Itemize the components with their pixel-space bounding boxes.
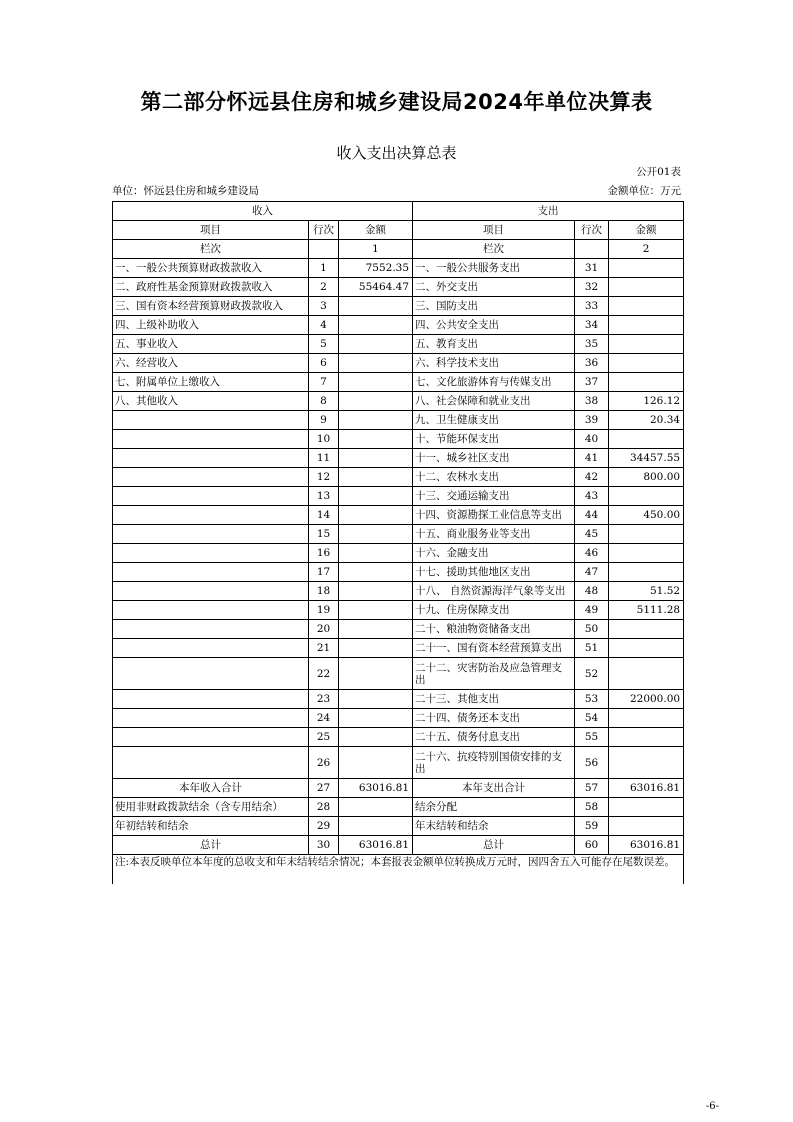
table-row bbox=[113, 430, 684, 449]
income-item-cell bbox=[113, 709, 309, 728]
income-amount-cell bbox=[339, 411, 413, 430]
table-row bbox=[113, 316, 684, 335]
income-amount-cell bbox=[339, 639, 413, 658]
table-row bbox=[113, 747, 684, 779]
income-line-cell: 12 bbox=[309, 468, 339, 487]
expense-line-cell: 35 bbox=[575, 335, 609, 354]
col-line-expense: 行次 bbox=[575, 221, 609, 240]
expense-item-cell: 十三、交通运输支出 bbox=[413, 487, 575, 506]
expense-amount-cell: 5111.28 bbox=[609, 601, 684, 620]
balance-row bbox=[113, 817, 684, 836]
income-item-cell: 六、经营收入 bbox=[113, 354, 309, 373]
income-line-cell: 19 bbox=[309, 601, 339, 620]
table-row bbox=[113, 601, 684, 620]
income-amount-cell bbox=[339, 658, 413, 690]
grand-expense-line: 60 bbox=[575, 836, 609, 855]
income-amount-cell bbox=[339, 297, 413, 316]
income-item-cell bbox=[113, 430, 309, 449]
begin-balance-label: 年初结转和结余 bbox=[113, 817, 309, 836]
income-line-cell: 4 bbox=[309, 316, 339, 335]
income-item-cell bbox=[113, 544, 309, 563]
expense-line-cell: 51 bbox=[575, 639, 609, 658]
table-row bbox=[113, 278, 684, 297]
income-item-cell bbox=[113, 620, 309, 639]
income-item-cell: 八、其他收入 bbox=[113, 392, 309, 411]
income-expense-table bbox=[112, 201, 684, 884]
income-amount-cell bbox=[339, 690, 413, 709]
expense-line-cell: 55 bbox=[575, 728, 609, 747]
table-row bbox=[113, 582, 684, 601]
income-amount-cell bbox=[339, 354, 413, 373]
income-item-cell bbox=[113, 506, 309, 525]
expense-item-cell: 十、节能环保支出 bbox=[413, 430, 575, 449]
income-line-cell: 3 bbox=[309, 297, 339, 316]
income-amount-cell bbox=[339, 316, 413, 335]
expense-amount-cell bbox=[609, 620, 684, 639]
grand-income-amount: 63016.81 bbox=[339, 836, 413, 855]
expense-amount-cell bbox=[609, 728, 684, 747]
income-line-cell: 20 bbox=[309, 620, 339, 639]
income-amount-cell bbox=[339, 582, 413, 601]
expense-amount-cell bbox=[609, 747, 684, 779]
column-index-blank-expense bbox=[575, 240, 609, 259]
expense-amount-cell bbox=[609, 563, 684, 582]
nonfiscal-row bbox=[113, 798, 684, 817]
income-item-cell: 一、一般公共预算财政拨款收入 bbox=[113, 259, 309, 278]
page-title: 第二部分怀远县住房和城乡建设局2024年单位决算表 bbox=[140, 90, 653, 114]
income-item-cell bbox=[113, 487, 309, 506]
expense-amount-cell bbox=[609, 297, 684, 316]
expense-item-cell: 十八、 自然资源海洋气象等支出 bbox=[413, 582, 575, 601]
expense-line-cell: 47 bbox=[575, 563, 609, 582]
expense-amount-cell bbox=[609, 639, 684, 658]
table-row bbox=[113, 709, 684, 728]
expense-line-cell: 41 bbox=[575, 449, 609, 468]
income-item-cell: 七、附属单位上缴收入 bbox=[113, 373, 309, 392]
expense-amount-cell bbox=[609, 354, 684, 373]
expense-item-cell: 二十二、灾害防治及应急管理支出 bbox=[413, 658, 575, 690]
unit-line bbox=[112, 183, 681, 198]
expense-item-cell: 十九、住房保障支出 bbox=[413, 601, 575, 620]
income-amount-cell bbox=[339, 373, 413, 392]
end-balance-label: 年末结转和结余 bbox=[413, 817, 575, 836]
income-amount-cell bbox=[339, 563, 413, 582]
income-line-cell: 26 bbox=[309, 747, 339, 779]
expense-line-cell: 40 bbox=[575, 430, 609, 449]
expense-amount-cell bbox=[609, 335, 684, 354]
expense-header: 支出 bbox=[413, 202, 684, 221]
table-row bbox=[113, 449, 684, 468]
expense-amount-cell: 450.00 bbox=[609, 506, 684, 525]
year-income-total-line: 27 bbox=[309, 779, 339, 798]
income-line-cell: 23 bbox=[309, 690, 339, 709]
note-row bbox=[113, 855, 684, 885]
expense-item-cell: 四、公共安全支出 bbox=[413, 316, 575, 335]
income-item-cell bbox=[113, 747, 309, 779]
form-number: 公开01表 bbox=[636, 166, 681, 178]
table-row bbox=[113, 690, 684, 709]
expense-item-cell: 六、科学技术支出 bbox=[413, 354, 575, 373]
year-expense-total-amount: 63016.81 bbox=[609, 779, 684, 798]
expense-item-cell: 十七、援助其他地区支出 bbox=[413, 563, 575, 582]
unit-label: 单位：怀远县住房和城乡建设局 bbox=[112, 185, 259, 197]
expense-line-cell: 52 bbox=[575, 658, 609, 690]
table-row bbox=[113, 392, 684, 411]
expense-item-cell: 九、卫生健康支出 bbox=[413, 411, 575, 430]
income-line-cell: 15 bbox=[309, 525, 339, 544]
column-index-label-income: 栏次 bbox=[113, 240, 309, 259]
expense-line-cell: 31 bbox=[575, 259, 609, 278]
table-row bbox=[113, 658, 684, 690]
income-item-cell bbox=[113, 449, 309, 468]
expense-line-cell: 33 bbox=[575, 297, 609, 316]
income-line-cell: 13 bbox=[309, 487, 339, 506]
income-item-cell bbox=[113, 525, 309, 544]
surplus-distribution-amount bbox=[609, 798, 684, 817]
expense-amount-cell bbox=[609, 259, 684, 278]
income-item-cell bbox=[113, 639, 309, 658]
year-total-row bbox=[113, 779, 684, 798]
expense-line-cell: 43 bbox=[575, 487, 609, 506]
expense-item-cell: 二十、粮油物资储备支出 bbox=[413, 620, 575, 639]
income-item-cell bbox=[113, 411, 309, 430]
income-line-cell: 14 bbox=[309, 506, 339, 525]
income-item-cell: 四、上级补助收入 bbox=[113, 316, 309, 335]
income-line-cell: 1 bbox=[309, 259, 339, 278]
expense-amount-cell bbox=[609, 709, 684, 728]
expense-item-cell: 二十六、抗疫特别国债安排的支出 bbox=[413, 747, 575, 779]
nonfiscal-line: 28 bbox=[309, 798, 339, 817]
income-item-cell bbox=[113, 601, 309, 620]
income-item-cell bbox=[113, 690, 309, 709]
expense-item-cell: 一、一般公共服务支出 bbox=[413, 259, 575, 278]
income-amount-cell bbox=[339, 449, 413, 468]
column-index-value-income: 1 bbox=[339, 240, 413, 259]
year-income-total-label: 本年收入合计 bbox=[113, 779, 309, 798]
income-amount-cell bbox=[339, 468, 413, 487]
income-line-cell: 7 bbox=[309, 373, 339, 392]
expense-amount-cell: 22000.00 bbox=[609, 690, 684, 709]
expense-amount-cell bbox=[609, 544, 684, 563]
col-amount-income: 金额 bbox=[339, 221, 413, 240]
expense-item-cell: 二十四、债务还本支出 bbox=[413, 709, 575, 728]
expense-item-cell: 二、外交支出 bbox=[413, 278, 575, 297]
income-line-cell: 22 bbox=[309, 658, 339, 690]
expense-line-cell: 36 bbox=[575, 354, 609, 373]
income-line-cell: 10 bbox=[309, 430, 339, 449]
expense-line-cell: 54 bbox=[575, 709, 609, 728]
expense-amount-cell bbox=[609, 430, 684, 449]
end-balance-line: 59 bbox=[575, 817, 609, 836]
expense-item-cell: 十六、金融支出 bbox=[413, 544, 575, 563]
table-row bbox=[113, 544, 684, 563]
expense-amount-cell: 126.12 bbox=[609, 392, 684, 411]
income-item-cell: 三、国有资本经营预算财政拨款收入 bbox=[113, 297, 309, 316]
expense-amount-cell: 20.34 bbox=[609, 411, 684, 430]
table-row bbox=[113, 259, 684, 278]
table-row bbox=[113, 563, 684, 582]
income-amount-cell bbox=[339, 487, 413, 506]
column-index-blank-income bbox=[309, 240, 339, 259]
year-income-total-amount: 63016.81 bbox=[339, 779, 413, 798]
end-balance-amount bbox=[609, 817, 684, 836]
table-note: 注:本表反映单位本年度的总收支和年末结转结余情况；本套报表金额单位转换成万元时，因四舍五入可能存在尾数误差。 bbox=[113, 855, 684, 885]
page-number: -6- bbox=[705, 1101, 719, 1112]
income-item-cell bbox=[113, 582, 309, 601]
expense-item-cell: 二十五、债务付息支出 bbox=[413, 728, 575, 747]
income-item-cell: 二、政府性基金预算财政拨款收入 bbox=[113, 278, 309, 297]
expense-line-cell: 37 bbox=[575, 373, 609, 392]
income-amount-cell bbox=[339, 335, 413, 354]
income-line-cell: 24 bbox=[309, 709, 339, 728]
income-amount-cell bbox=[339, 747, 413, 779]
expense-amount-cell bbox=[609, 316, 684, 335]
grand-income-label: 总计 bbox=[113, 836, 309, 855]
table-title: 收入支出决算总表 bbox=[336, 144, 457, 162]
expense-amount-cell bbox=[609, 525, 684, 544]
table-row bbox=[113, 487, 684, 506]
expense-amount-cell bbox=[609, 278, 684, 297]
table-row bbox=[113, 728, 684, 747]
nonfiscal-label: 使用非财政拨款结余（含专用结余） bbox=[113, 798, 309, 817]
expense-item-cell: 十五、商业服务业等支出 bbox=[413, 525, 575, 544]
expense-line-cell: 49 bbox=[575, 601, 609, 620]
income-amount-cell bbox=[339, 430, 413, 449]
expense-amount-cell: 51.52 bbox=[609, 582, 684, 601]
income-amount-cell bbox=[339, 601, 413, 620]
table-row bbox=[113, 354, 684, 373]
income-line-cell: 18 bbox=[309, 582, 339, 601]
income-line-cell: 17 bbox=[309, 563, 339, 582]
income-line-cell: 16 bbox=[309, 544, 339, 563]
table-row bbox=[113, 297, 684, 316]
income-line-cell: 6 bbox=[309, 354, 339, 373]
expense-amount-cell bbox=[609, 658, 684, 690]
table-row bbox=[113, 639, 684, 658]
expense-line-cell: 46 bbox=[575, 544, 609, 563]
table-row bbox=[113, 506, 684, 525]
year-expense-total-line: 57 bbox=[575, 779, 609, 798]
expense-item-cell: 二十一、国有资本经营预算支出 bbox=[413, 639, 575, 658]
header-row-groups bbox=[113, 202, 684, 221]
expense-line-cell: 32 bbox=[575, 278, 609, 297]
table-row bbox=[113, 411, 684, 430]
income-amount-cell bbox=[339, 709, 413, 728]
column-index-label-expense: 栏次 bbox=[413, 240, 575, 259]
expense-line-cell: 53 bbox=[575, 690, 609, 709]
income-line-cell: 25 bbox=[309, 728, 339, 747]
expense-item-cell: 三、国防支出 bbox=[413, 297, 575, 316]
column-index-row bbox=[113, 240, 684, 259]
col-item-expense: 项目 bbox=[413, 221, 575, 240]
expense-item-cell: 十一、城乡社区支出 bbox=[413, 449, 575, 468]
income-line-cell: 11 bbox=[309, 449, 339, 468]
income-amount-cell bbox=[339, 392, 413, 411]
table-row bbox=[113, 468, 684, 487]
col-line-income: 行次 bbox=[309, 221, 339, 240]
expense-line-cell: 39 bbox=[575, 411, 609, 430]
income-amount-cell bbox=[339, 728, 413, 747]
income-amount-cell bbox=[339, 525, 413, 544]
year-expense-total-label: 本年支出合计 bbox=[413, 779, 575, 798]
expense-amount-cell: 34457.55 bbox=[609, 449, 684, 468]
expense-line-cell: 45 bbox=[575, 525, 609, 544]
expense-item-cell: 八、社会保障和就业支出 bbox=[413, 392, 575, 411]
grand-expense-label: 总计 bbox=[413, 836, 575, 855]
amount-unit-label: 金额单位：万元 bbox=[607, 185, 681, 197]
column-index-value-expense: 2 bbox=[609, 240, 684, 259]
table-row bbox=[113, 525, 684, 544]
income-amount-cell: 7552.35 bbox=[339, 259, 413, 278]
expense-item-cell: 七、文化旅游体育与传媒支出 bbox=[413, 373, 575, 392]
income-line-cell: 5 bbox=[309, 335, 339, 354]
expense-amount-cell: 800.00 bbox=[609, 468, 684, 487]
income-amount-cell bbox=[339, 620, 413, 639]
expense-line-cell: 56 bbox=[575, 747, 609, 779]
income-line-cell: 2 bbox=[309, 278, 339, 297]
expense-line-cell: 34 bbox=[575, 316, 609, 335]
begin-balance-line: 29 bbox=[309, 817, 339, 836]
col-amount-expense: 金额 bbox=[609, 221, 684, 240]
expense-item-cell: 五、教育支出 bbox=[413, 335, 575, 354]
expense-line-cell: 48 bbox=[575, 582, 609, 601]
table-row bbox=[113, 620, 684, 639]
income-header: 收入 bbox=[113, 202, 413, 221]
expense-line-cell: 42 bbox=[575, 468, 609, 487]
nonfiscal-amount bbox=[339, 798, 413, 817]
grand-income-line: 30 bbox=[309, 836, 339, 855]
expense-amount-cell bbox=[609, 373, 684, 392]
begin-balance-amount bbox=[339, 817, 413, 836]
income-line-cell: 21 bbox=[309, 639, 339, 658]
income-amount-cell: 55464.47 bbox=[339, 278, 413, 297]
expense-item-cell: 十四、资源勘探工业信息等支出 bbox=[413, 506, 575, 525]
income-amount-cell bbox=[339, 544, 413, 563]
grand-expense-amount: 63016.81 bbox=[609, 836, 684, 855]
income-amount-cell bbox=[339, 506, 413, 525]
expense-amount-cell bbox=[609, 487, 684, 506]
income-item-cell bbox=[113, 728, 309, 747]
surplus-distribution-line: 58 bbox=[575, 798, 609, 817]
income-line-cell: 9 bbox=[309, 411, 339, 430]
income-item-cell: 五、事业收入 bbox=[113, 335, 309, 354]
income-item-cell bbox=[113, 468, 309, 487]
table-row bbox=[113, 335, 684, 354]
expense-item-cell: 十二、农林水支出 bbox=[413, 468, 575, 487]
expense-line-cell: 44 bbox=[575, 506, 609, 525]
grand-total-row bbox=[113, 836, 684, 855]
header-row-columns bbox=[113, 221, 684, 240]
income-line-cell: 8 bbox=[309, 392, 339, 411]
expense-line-cell: 38 bbox=[575, 392, 609, 411]
expense-line-cell: 50 bbox=[575, 620, 609, 639]
income-item-cell bbox=[113, 658, 309, 690]
table-row bbox=[113, 373, 684, 392]
expense-item-cell: 二十三、其他支出 bbox=[413, 690, 575, 709]
income-item-cell bbox=[113, 563, 309, 582]
col-item-income: 项目 bbox=[113, 221, 309, 240]
surplus-distribution-label: 结余分配 bbox=[413, 798, 575, 817]
